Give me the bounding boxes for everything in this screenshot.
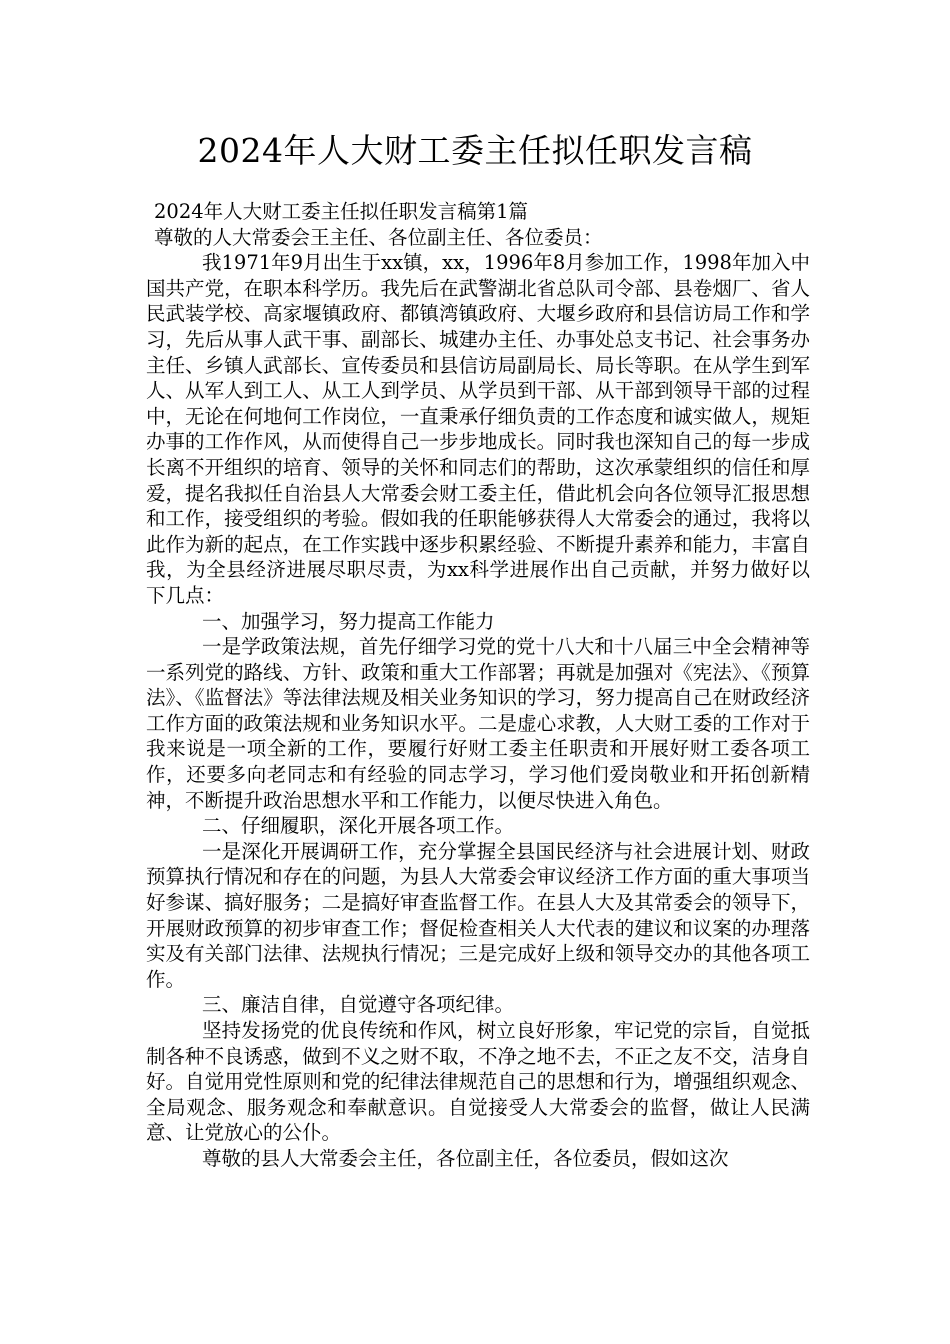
paragraph-discipline: 坚持发扬党的优良传统和作风，树立良好形象，牢记党的宗旨，自觉抵制各种不良诱惑，做到不义之财不取，不净之地不去，不正之友不交，洁身自好。自觉用党性原则和党的纪律法律规范自己的思想和行为，增强组织观念、全局观念、服务观念和奉献意识。自觉接受人大常委会的监督，做让人民满意、让党放心的公仆。 <box>146 1019 810 1145</box>
document-body <box>146 199 810 1172</box>
salutation: 尊敬的人大常委会王主任、各位副主任、各位委员： <box>154 225 603 249</box>
paragraph-study: 一是学政策法规，首先仔细学习党的党十八大和十八届三中全会精神等一系列党的路线、方针、政策和重大工作部署；再就是加强对《宪法》、《预算法》、《监督法》等法律法规及相关业务知识的学习，努力提高自己在财政经济工作方面的政策法规和业务知识水平。二是虚心求教，人大财工委的工作对于我来说是一项全新的工作，要履行好财工委主任职责和开展好财工委各项工作，还要多向老同志和有经验的同志学习，学习他们爱岗敬业和开拓创新精神，不断提升政治思想水平和工作能力，以便尽快进入角色。 <box>146 635 810 812</box>
paragraph-closing: 尊敬的县人大常委会主任，各位副主任，各位委员，假如这次 <box>202 1146 729 1170</box>
document-subtitle: 2024年人大财工委主任拟任职发言稿第1篇 <box>154 200 529 223</box>
document-title: 2024年人大财工委主任拟任职发言稿 <box>197 131 753 170</box>
paragraph-duty: 一是深化开展调研工作，充分掌握全县国民经济与社会进展计划、财政预算执行情况和存在的问题，为县人大常委会审议经济工作方面的重大事项当好参谋、搞好服务；二是搞好审查监督工作。在县人大及其常委会的领导下，开展财政预算的初步审查工作；督促检查相关人大代表的建议和议案的办理落实及有关部门法律、法规执行情况；三是完成好上级和领导交办的其他各项工作。 <box>146 839 810 991</box>
paragraph-intro: 我1971年9月出生于xx镇，xx，1996年8月参加工作，1998年加入中国共产党，在职本科学历。我先后在武警湖北省总队司令部、县卷烟厂、省人民武装学校、高家堰镇政府、都镇湾镇政府、大堰乡政府和县信访局工作和学习，先后从事人武干事、副部长、城建办主任、办事处总支书记、社会事务办主任、乡镇人武部长、宣传委员和县信访局副局长、局长等职。在从学生到军人、从军人到工人、从工人到学员、从学员到干部、从干部到领导干部的过程中，无论在何地何工作岗位，一直秉承仔细负责的工作态度和诚实做人，规矩办事的工作作风，从而使得自己一步步地成长。同时我也深知自己的每一步成长离不开组织的培育、领导的关怀和同志们的帮助，这次承蒙组织的信任和厚爱，提名我拟任自治县人大常委会财工委主任，借此机会向各位领导汇报思想和工作，接受组织的考验。假如我的任职能够获得人大常委会的通过，我将以此作为新的起点，在工作实践中逐步积累经验、不断提升素养和能力，丰富自我，为全县经济进展尽职尽责，为xx科学进展作出自己贡献，并努力做好以下几点： <box>146 251 810 607</box>
section-heading-discipline: 三、廉洁自律，自觉遵守各项纪律。 <box>202 993 515 1017</box>
section-heading-study: 一、加强学习，努力提高工作能力 <box>202 609 495 633</box>
section-heading-duty: 二、仔细履职，深化开展各项工作。 <box>202 814 515 838</box>
